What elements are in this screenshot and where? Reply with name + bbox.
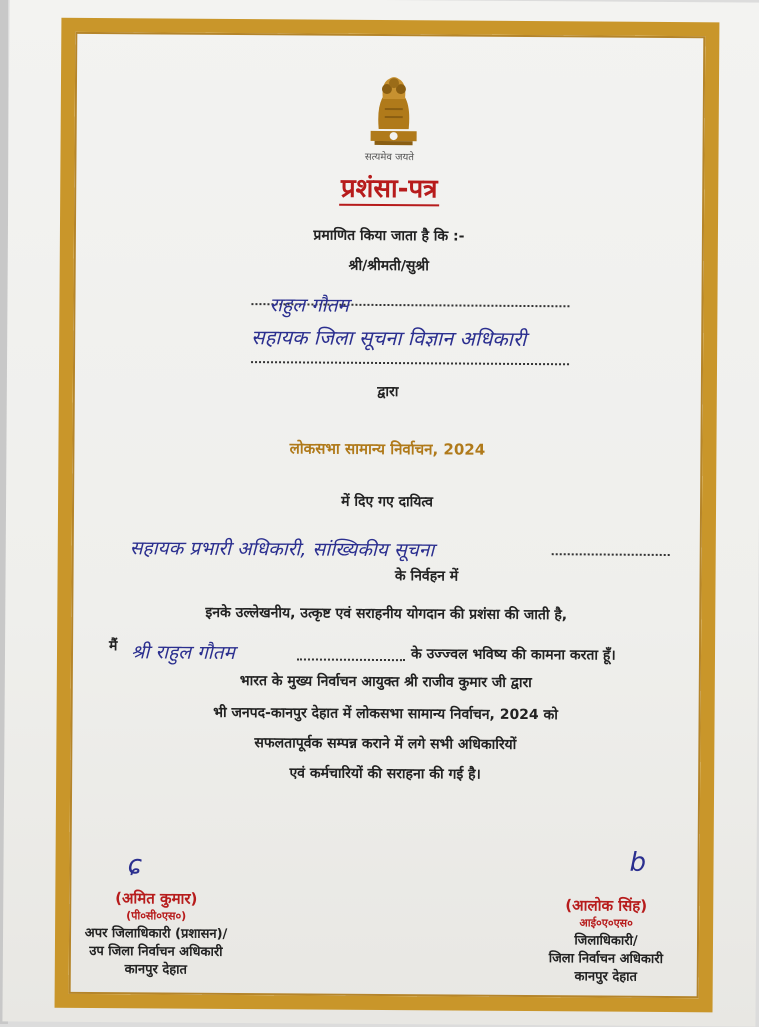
certificate-paper — [2, 0, 759, 1027]
certificate-title — [74, 167, 704, 207]
recipient-name-handwritten: राहुल गौतम — [269, 294, 350, 317]
appreciation-line: इनके उल्लेखनीय, उत्कृष्ट एवं सराहनीय योगदान की प्रशंसा की जाती है, — [205, 604, 568, 624]
by-label: द्वारा — [377, 383, 399, 401]
paragraph-line-2: भी जनपद-कानपुर देहात में लोकसभा सामान्य निर्वाचन, 2024 को — [213, 704, 559, 724]
paragraph-line-1: भारत के मुख्य निर्वाचन आयुक्त श्री राजीव कुमार जी द्वारा — [239, 673, 532, 692]
certificate-content — [69, 32, 706, 998]
right-signatory — [521, 895, 692, 985]
salutation: श्री/श्रीमती/सुश्री — [348, 257, 429, 275]
right-signature: b — [629, 847, 647, 878]
left-signatory — [71, 888, 242, 978]
duty-handwritten: सहायक प्रभारी अधिकारी, सांख्यिकीय सूचना — [129, 537, 435, 562]
left-signature: ɕ — [127, 850, 142, 881]
discharge-label: के निर्वहन में — [394, 568, 459, 585]
certificate-title-text: प्रशंसा-पत्र — [339, 174, 440, 207]
election-name: लोकसभा सामान्य निर्वाचन, 2024 — [289, 439, 486, 459]
paragraph-line-4: एवं कर्मचारियों की सराहना की गई है। — [289, 765, 481, 783]
right-signatory-name: (आलोक सिंह) — [565, 896, 648, 915]
left-signatory-designation-1: अपर जिलाधिकारी (प्रशासन)/ — [84, 925, 228, 942]
emblem-motto: सत्यमेव जयते — [364, 151, 415, 164]
right-signatory-place: कानपुर देहात — [574, 969, 637, 985]
wish-prefix: मैं — [109, 638, 118, 655]
recipient-designation-handwritten: सहायक जिला सूचना विज्ञान अधिकारी — [251, 325, 527, 351]
paragraph-line-3: सफलतापूर्वक सम्पन्न कराने में लगे सभी अधिकारियों — [254, 735, 517, 753]
duty-intro: में दिए गए दायित्व — [341, 493, 433, 511]
duty-dotted-line — [552, 553, 670, 556]
designation-dotted-line — [251, 361, 569, 365]
certificate-border — [55, 18, 720, 1013]
wish-dotted-line — [297, 658, 405, 661]
left-signatory-designation-2: उप जिला निर्वाचन अधिकारी — [89, 943, 223, 960]
national-emblem-icon — [360, 69, 427, 159]
left-signatory-name: (अमित कुमार) — [115, 889, 198, 908]
wish-name-handwritten: श्री राहुल गौतम — [130, 641, 236, 664]
left-signatory-service: (पी०सी०एस०) — [126, 909, 187, 923]
right-signatory-designation-2: जिला निर्वाचन अधिकारी — [548, 951, 664, 967]
right-signatory-designation-1: जिलाधिकारी/ — [574, 933, 638, 949]
certify-line: प्रमाणित किया जाता है कि :- — [313, 227, 465, 245]
wish-suffix: के उज्ज्वल भविष्य की कामना करता हूँ। — [410, 646, 616, 664]
right-signatory-service: आई०ए०एस० — [579, 916, 633, 930]
left-signatory-place: कानपुर देहात — [124, 962, 188, 978]
